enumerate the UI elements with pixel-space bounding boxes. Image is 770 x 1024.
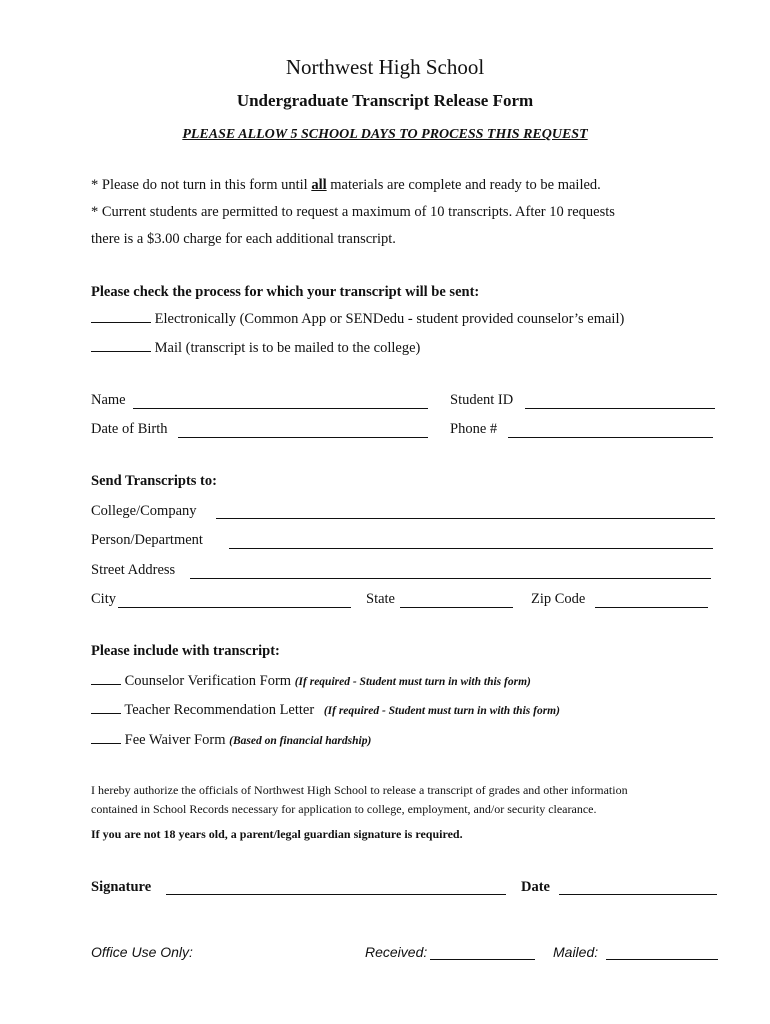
include-item-label: Fee Waiver Form xyxy=(124,732,226,748)
include-item-note: (Based on financial hardship) xyxy=(229,735,372,747)
received-field[interactable] xyxy=(430,959,535,960)
process-heading: Please check the process for which your transcript will be sent: xyxy=(91,284,480,300)
signature-label: Signature xyxy=(91,879,152,895)
college-field[interactable] xyxy=(216,518,715,519)
phone-label: Phone # xyxy=(450,421,498,437)
instruction-emphasis: all xyxy=(311,177,327,193)
guardian-note: If you are not 18 years old, a parent/legal guardian signature is required. xyxy=(91,827,463,841)
instruction-line-1-post: materials are complete and ready to be mailed. xyxy=(326,177,601,193)
processing-notice: PLEASE ALLOW 5 SCHOOL DAYS TO PROCESS THIS REQUEST xyxy=(182,127,588,142)
date-label: Date xyxy=(521,879,550,895)
street-field[interactable] xyxy=(190,578,711,579)
person-label: Person/Department xyxy=(91,532,203,548)
signature-field[interactable] xyxy=(166,894,506,895)
option-electronic-label: Electronically (Common App or SENDedu - student provided counselor’s email) xyxy=(154,311,625,327)
state-label: State xyxy=(366,591,395,607)
option-mail xyxy=(91,340,420,357)
instruction-line-3: there is a $3.00 charge for each additional transcript. xyxy=(91,231,396,247)
include-item-label: Teacher Recommendation Letter xyxy=(124,702,315,718)
include-item-counselor xyxy=(91,673,531,690)
dob-label: Date of Birth xyxy=(91,421,168,437)
school-name: Northwest High School xyxy=(285,55,485,79)
instruction-line-1 xyxy=(91,177,601,194)
street-label: Street Address xyxy=(91,562,176,578)
zip-label: Zip Code xyxy=(531,591,586,607)
instruction-line-1-pre: * Please do not turn in this form until xyxy=(91,177,312,193)
include-heading: Please include with transcript: xyxy=(91,643,280,659)
teacher-check-blank[interactable] xyxy=(91,712,121,714)
authorization-line-1: I hereby authorize the officials of Northwest High School to release a transcript of grades and other information xyxy=(91,783,628,797)
include-item-fee-waiver xyxy=(91,732,371,749)
instruction-line-2: * Current students are permitted to request a maximum of 10 transcripts. After 10 requests xyxy=(91,204,615,220)
date-field[interactable] xyxy=(559,894,717,895)
city-field[interactable] xyxy=(118,607,351,608)
include-item-label: Counselor Verification Form xyxy=(124,673,292,689)
received-label: Received: xyxy=(365,944,428,960)
city-label: City xyxy=(91,591,116,607)
office-use-label: Office Use Only: xyxy=(91,944,193,960)
state-field[interactable] xyxy=(400,607,513,608)
option-mail-label: Mail (transcript is to be mailed to the college) xyxy=(154,340,421,356)
electronic-check-blank[interactable] xyxy=(91,321,151,323)
counselor-check-blank[interactable] xyxy=(91,683,121,685)
mailed-field[interactable] xyxy=(606,959,718,960)
include-item-note: (If required - Student must turn in with this form) xyxy=(294,676,531,688)
notice-wrapper xyxy=(0,125,770,143)
mail-check-blank[interactable] xyxy=(91,350,151,352)
student-id-label: Student ID xyxy=(450,392,514,408)
send-to-heading: Send Transcripts to: xyxy=(91,473,217,489)
fee-waiver-check-blank[interactable] xyxy=(91,742,121,744)
student-id-field[interactable] xyxy=(525,408,715,409)
person-field[interactable] xyxy=(229,548,713,549)
dob-field[interactable] xyxy=(178,437,428,438)
form-title: Undergraduate Transcript Release Form xyxy=(236,91,534,110)
include-item-teacher xyxy=(91,702,560,719)
include-item-note: (If required - Student must turn in with this form) xyxy=(323,705,560,717)
mailed-label: Mailed: xyxy=(553,944,599,960)
college-label: College/Company xyxy=(91,503,197,519)
name-field[interactable] xyxy=(133,408,428,409)
option-electronic xyxy=(91,311,624,328)
zip-field[interactable] xyxy=(595,607,708,608)
name-label: Name xyxy=(91,392,126,408)
phone-field[interactable] xyxy=(508,437,713,438)
authorization-line-2: contained in School Records necessary for application to college, employment, and/or security clearance. xyxy=(91,802,597,816)
